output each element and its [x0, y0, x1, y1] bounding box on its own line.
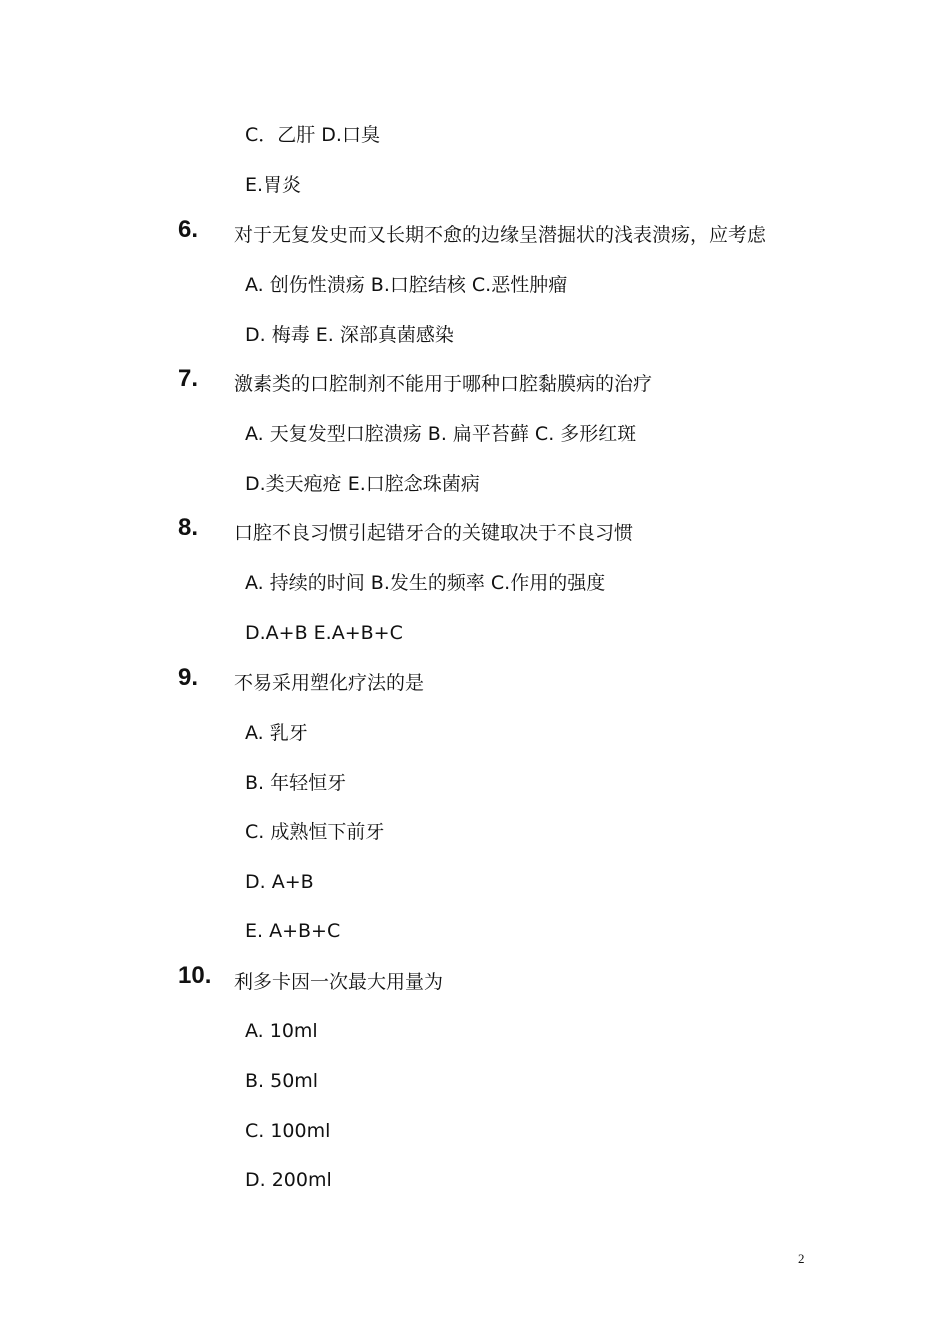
option-line: E.胃炎 [245, 174, 302, 196]
option-line: C．乙肝 D.口臭 [245, 124, 380, 146]
option-line: A. 10ml [245, 1020, 318, 1042]
option-line: D. 200ml [245, 1169, 332, 1191]
option-line: C. 成熟恒下前牙 [245, 821, 385, 843]
question-number: 8. [178, 514, 199, 541]
option-line: A. 天复发型口腔溃疡 B. 扁平苔藓 C. 多形红斑 [245, 423, 637, 445]
question-text: 利多卡因一次最大用量为 [234, 971, 444, 993]
option-line: B. 50ml [245, 1070, 319, 1092]
option-line: D.A+B E.A+B+C [245, 622, 403, 644]
option-line: D. A+B [245, 871, 314, 893]
option-line: B. 年轻恒牙 [245, 772, 347, 794]
question-text: 口腔不良习惯引起错牙合的关键取决于不良习惯 [234, 522, 634, 544]
question-text: 不易采用塑化疗法的是 [234, 672, 425, 694]
option-line: E. A+B+C [245, 920, 341, 942]
page-number: 2 [798, 1251, 805, 1266]
question-text: 对于无复发史而又长期不愈的边缘呈潜掘状的浅表溃疡，应考虑 [234, 224, 767, 246]
question-number: 6. [178, 216, 199, 243]
question-number: 9. [178, 664, 199, 691]
option-line: A. 持续的时间 B.发生的频率 C.作用的强度 [245, 572, 606, 594]
option-line: A. 创伤性溃疡 B.口腔结核 C.恶性肿瘤 [245, 274, 568, 296]
option-line: A. 乳牙 [245, 722, 308, 744]
question-text: 激素类的口腔制剂不能用于哪种口腔黏膜病的治疗 [234, 373, 653, 395]
question-number: 7. [178, 365, 199, 392]
option-line: D. 梅毒 E. 深部真菌感染 [245, 324, 454, 346]
option-line: C. 100ml [245, 1120, 331, 1142]
question-number: 10. [178, 962, 212, 989]
option-line: D.类天疱疮 E.口腔念珠菌病 [245, 473, 480, 495]
